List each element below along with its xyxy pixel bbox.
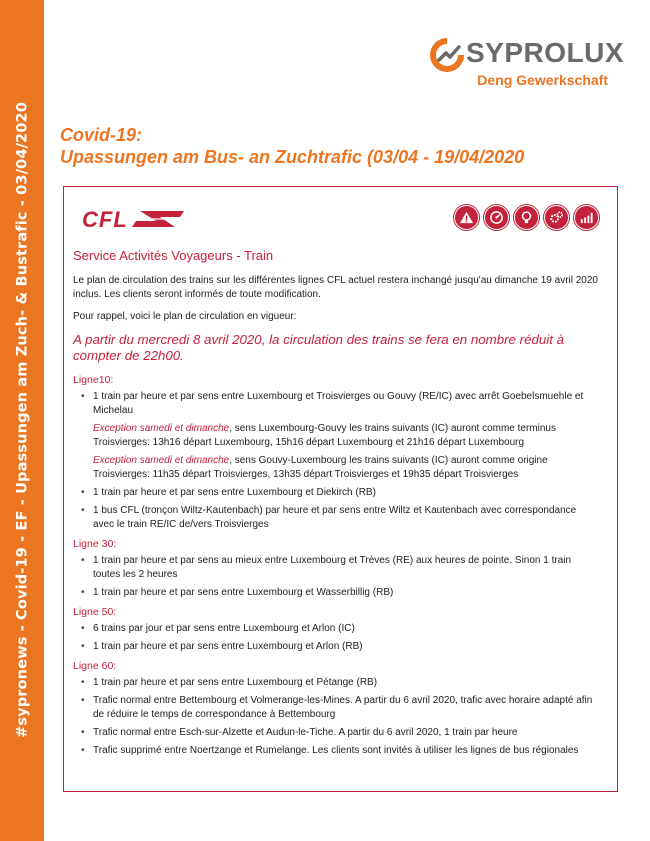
highlight-notice: A partir du mercredi 8 avril 2020, la circulation des trains se fera en nombre réduit à compter de 22h00. [73,332,564,363]
list-item: • 1 train par heure et par sens au mieux entre Luxembourg et Trèves (RE) aux heures de pointe. Sinon 1 train toutes les 2 heures [73,554,598,582]
intro-paragraph: Le plan de circulation des trains sur les différentes lignes CFL actuel restera inchangé jusqu'au dimanche 19 avril 2020 inclus. Les clients seront informés de toute modification. [73,275,598,300]
list-item: • 1 train par heure et par sens entre Luxembourg et Pétange (RB) [73,676,598,690]
page-title-line2: Upassungen am Bus- an Zuchtrafic (03/04 - 19/04/2020 [60,147,525,167]
list-item: • 1 train par heure et par sens entre Luxembourg et Troisvierges ou Gouvy (RE/IC) avec arrêt Goebelsmuehle et Michelau [73,390,598,418]
growth-chart-icon [574,205,599,230]
list-item: • 1 train par heure et par sens entre Luxembourg et Diekirch (RB) [73,486,598,500]
lightbulb-icon [514,205,539,230]
cfl-logo-text: CFL [82,208,128,230]
ligne60-list [73,676,598,758]
page-title [60,124,640,168]
exception-text: , sens Gouvy-Luxembourg les trains suivants (IC) auront comme origine Troisvierges: 11h35 départ Troisvierges, 13h35 départ Troisvierges et 19h35 départ Troisvierges [93,455,548,480]
list-item: • 1 bus CFL (tronçon Wiltz-Kautenbach) par heure et par sens entre Wiltz et Kautenbach avec correspondance avec le train RE/IC de/vers Troisvierges [73,504,598,532]
sidebar-banner [0,0,44,841]
list-item: • Trafic normal entre Bettembourg et Volmerange-les-Mines. A partir du 6 avril 2020, trafic avec horaire adapté afin de réduire le temps de correspondance à Bettembourg [73,694,598,722]
exception-label: Exception samedi et dimanche [93,455,230,466]
list-item: • Trafic supprimé entre Noertzange et Rumelange. Les clients sont invités à utiliser les lignes de bus régionales [73,744,598,758]
sidebar-hashtag-text: #sypronews - Covid-19 - EF - Upassungen am Zuch- & Bustrafic - 03/04/2020 [13,101,31,739]
page-title-line1: Covid-19: [60,125,143,145]
list-item: • Trafic normal entre Esch-sur-Alzette et Audun-le-Tiche. A partir du 6 avril 2020, 1 train par heure [73,726,598,740]
syprolux-logo-name: SYPROLUX [466,37,625,68]
topic-icons-row [454,205,599,230]
ligne30-heading: Ligne 30: [73,538,117,550]
syprolux-logo-mark-icon [430,38,464,72]
list-item: • 1 train par heure et par sens entre Luxembourg et Arlon (RB) [73,640,598,654]
cfl-logo [80,208,188,230]
gears-icon [544,205,569,230]
reminder-paragraph: Pour rappel, voici le plan de circulation en vigueur: [73,311,297,322]
ligne10-list [73,390,598,532]
ligne10-heading: Ligne10: [73,374,114,386]
speedometer-icon [484,205,509,230]
ligne50-heading: Ligne 50: [73,606,117,618]
exception-note [73,454,598,482]
syprolux-logo [430,36,625,92]
syprolux-logo-subtitle: Deng Gewerkschaft [477,72,608,88]
ligne30-list [73,554,598,600]
exception-text: , sens Luxembourg-Gouvy les trains suivants (IC) auront comme terminus Troisvierges: 13h16 départ Luxembourg, 15h16 départ Luxembourg et 21h16 départ Luxembourg [93,423,556,448]
list-item: • 6 trains par jour et par sens entre Luxembourg et Arlon (IC) [73,622,598,636]
service-title: Service Activités Voyageurs - Train [73,248,274,263]
warning-icon [454,205,479,230]
card-body [73,248,598,763]
ligne60-heading: Ligne 60: [73,660,117,672]
ligne50-list [73,622,598,654]
cfl-info-card [63,186,618,792]
exception-note [73,422,598,450]
exception-label: Exception samedi et dimanche [93,423,230,434]
list-item: • 1 train par heure et par sens entre Luxembourg et Wasserbillig (RB) [73,586,598,600]
